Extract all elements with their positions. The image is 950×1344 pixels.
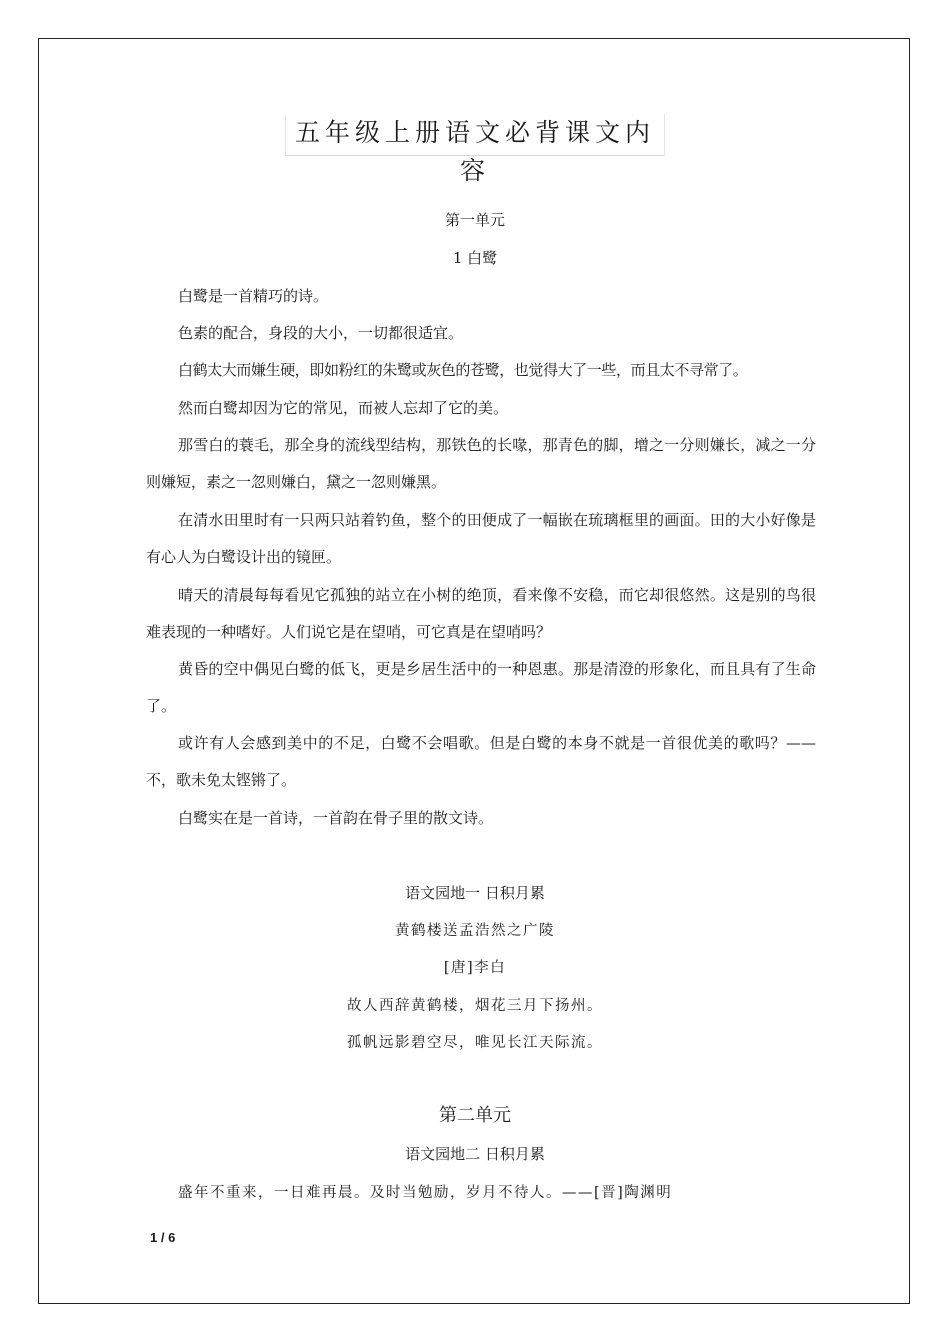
- paragraph: 色素的配合，身段的大小，一切都很适宜。: [178, 324, 464, 342]
- poem-line: 孤帆远影碧空尽，唯见长江天际流。: [347, 1035, 603, 1051]
- paragraph: 那雪白的蓑毛，那全身的流线型结构，那铁色的长喙，那青色的脚，增之一分则嫌长，减之一分则嫌短，素之一忽则嫌白，黛之一忽则嫌黑。: [146, 436, 816, 491]
- document-title: 五年级上册语文必背课文内容: [285, 114, 665, 156]
- paragraph: 白鹭实在是一首诗，一首韵在骨子里的散文诗。: [178, 809, 494, 827]
- garden2-heading: 语文园地二 日积月累: [405, 1145, 545, 1163]
- paragraph: 白鹭是一首精巧的诗。: [178, 287, 329, 305]
- paragraph: 在清水田里时有一只两只站着钓鱼，整个的田便成了一幅嵌在琉璃框里的画面。田的大小好像是有心人为白鹭设计出的镜匣。: [146, 511, 816, 566]
- poem-author: [唐]李白: [443, 960, 507, 976]
- page-number: 1 / 6: [150, 1230, 176, 1245]
- poem-title: 黄鹤楼送孟浩然之广陵: [395, 923, 555, 939]
- paragraph: 晴天的清晨每每看见它孤独的站立在小树的绝顶，看来像不安稳，而它却很悠然。这是别的鸟很难表现的一种嗜好。人们说它是在望哨，可它真是在望哨吗？: [146, 586, 816, 641]
- garden1-heading: 语文园地一 日积月累: [405, 884, 545, 902]
- quote-line: 盛年不重来，一日难再晨。及时当勉励，岁月不待人。——[晋]陶渊明: [178, 1185, 673, 1201]
- paragraph: 黄昏的空中偶见白鹭的低飞，更是乡居生活中的一种恩惠。那是清澄的形象化，而且具有了生命了。: [146, 660, 816, 715]
- unit1-heading: 第一单元: [444, 211, 505, 229]
- unit2-heading: 第二单元: [439, 1105, 511, 1126]
- poem-line: 故人西辞黄鹤楼，烟花三月下扬州。: [347, 998, 603, 1014]
- paragraph: 或许有人会感到美中的不足，白鹭不会唱歌。但是白鹭的本身不就是一首很优美的歌吗？——不，歌未免太铿锵了。: [146, 734, 816, 789]
- paragraph: 然而白鹭却因为它的常见，而被人忘却了它的美。: [178, 399, 509, 417]
- lesson-title: 1 白鹭: [452, 249, 498, 267]
- paragraph: 白鹤太大而嫌生硬，即如粉红的朱鹭或灰色的苍鹭，也觉得大了一些，而且太不寻常了。: [178, 361, 748, 379]
